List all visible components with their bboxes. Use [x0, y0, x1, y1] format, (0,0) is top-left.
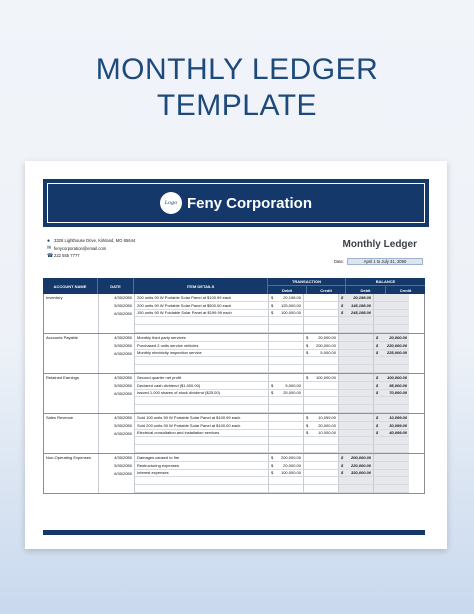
- date-cell[interactable]: [99, 437, 135, 445]
- amount: 70,000.00: [389, 390, 407, 396]
- mail-icon: ✉: [47, 245, 52, 252]
- amount: 220,000.00: [386, 342, 407, 348]
- table-row: [44, 350, 424, 358]
- company-name: Feny Corporation: [186, 194, 312, 212]
- bal-debit-cell[interactable]: [339, 462, 374, 470]
- tx-credit-cell[interactable]: [304, 342, 339, 350]
- tx-debit-cell[interactable]: [269, 350, 304, 358]
- tx-credit-cell[interactable]: [304, 350, 339, 358]
- currency-symbol: $: [341, 310, 344, 316]
- table-body: [43, 294, 425, 494]
- bal-debit-cell[interactable]: [339, 325, 374, 333]
- table-row: [44, 445, 424, 453]
- date-cell[interactable]: 5/30/2050: [99, 342, 135, 350]
- date-cell[interactable]: 5/30/2050: [99, 462, 135, 470]
- account-cell[interactable]: [44, 382, 99, 390]
- header-tx-debit: Debit: [268, 286, 307, 294]
- amount: 125,000.00: [280, 302, 301, 308]
- currency-symbol: $: [341, 294, 344, 300]
- table-row: [44, 317, 424, 325]
- amount: 245,198.00: [350, 310, 371, 316]
- bal-credit-cell[interactable]: [374, 397, 409, 405]
- item-cell[interactable]: Restructuring expenses: [135, 462, 269, 470]
- item-cell[interactable]: Second quarter net profit: [135, 374, 269, 382]
- bal-debit-cell[interactable]: [339, 470, 374, 478]
- date-cell[interactable]: [99, 477, 135, 485]
- tx-debit-cell[interactable]: [269, 302, 304, 310]
- currency-symbol: $: [306, 422, 309, 428]
- date-cell[interactable]: 4/30/2050: [99, 334, 135, 342]
- bal-credit-cell[interactable]: [374, 414, 409, 422]
- bal-debit-cell[interactable]: [339, 357, 374, 365]
- item-cell[interactable]: [135, 437, 269, 445]
- item-cell[interactable]: Issued 1,000 shares of stock dividend ($25.00): [135, 390, 269, 398]
- account-cell[interactable]: [44, 430, 99, 438]
- amount: 100,000.00: [280, 310, 301, 316]
- header-date: DATE: [98, 278, 134, 294]
- tx-debit-cell[interactable]: [269, 382, 304, 390]
- bal-credit-cell[interactable]: [374, 317, 409, 325]
- phone-text: 222 555 7777: [54, 253, 80, 259]
- header-bal-credit: Credit: [399, 287, 412, 293]
- bal-credit-cell[interactable]: [374, 382, 409, 390]
- bal-credit-cell[interactable]: [374, 357, 409, 365]
- tx-debit-cell[interactable]: [269, 325, 304, 333]
- amount: 95,000.00: [389, 382, 407, 388]
- bal-debit-cell[interactable]: [339, 454, 374, 462]
- item-cell[interactable]: Sold 200 units 90 W Portable Solar Panel at $100.00 each: [135, 422, 269, 430]
- bal-debit-cell[interactable]: [339, 302, 374, 310]
- currency-symbol: $: [341, 462, 344, 468]
- date-cell[interactable]: 4/30/2050: [99, 294, 135, 302]
- currency-symbol: $: [341, 302, 344, 308]
- currency-symbol: $: [271, 462, 274, 468]
- date-cell[interactable]: [99, 317, 135, 325]
- title-line-2: TEMPLATE: [156, 89, 318, 122]
- amount: 30,099.00: [389, 422, 407, 428]
- table-row: [44, 405, 424, 413]
- title-line-1: MONTHLY LEDGER: [95, 53, 379, 86]
- currency-symbol: $: [306, 342, 309, 348]
- bal-credit-cell[interactable]: [374, 477, 409, 485]
- account-cell[interactable]: [44, 405, 99, 413]
- currency-symbol: $: [376, 390, 379, 396]
- item-cell[interactable]: Monthly electricity inspection service: [135, 350, 269, 358]
- phone-icon: ☎: [47, 252, 54, 259]
- table-row: [44, 430, 424, 438]
- header-transaction: TRANSACTION Debit Credit: [268, 278, 346, 294]
- header-tx-credit: Credit: [320, 287, 332, 293]
- account-cell[interactable]: [44, 310, 99, 318]
- tx-credit-cell[interactable]: [304, 397, 339, 405]
- tx-debit-cell[interactable]: [269, 477, 304, 485]
- currency-symbol: $: [341, 470, 344, 476]
- item-cell[interactable]: [135, 397, 269, 405]
- date-row: [334, 258, 423, 265]
- amount: 20,000.00: [389, 334, 407, 340]
- tx-debit-cell[interactable]: [269, 397, 304, 405]
- bal-debit-cell[interactable]: [339, 382, 374, 390]
- table-row: [44, 414, 424, 422]
- bal-debit-cell[interactable]: [339, 414, 374, 422]
- item-cell[interactable]: Declared cash dividend ($1,000.00): [135, 382, 269, 390]
- account-cell[interactable]: [44, 317, 99, 325]
- tx-debit-cell[interactable]: [269, 470, 304, 478]
- amount: 5,000.00: [320, 350, 336, 356]
- contact-info: [47, 237, 135, 260]
- email-text: fenycorporation@email.com: [54, 245, 107, 251]
- bal-credit-cell[interactable]: [374, 437, 409, 445]
- tx-debit-cell[interactable]: [269, 294, 304, 302]
- header-item: ITEM DETAILS: [134, 278, 268, 294]
- bal-credit-cell[interactable]: [374, 454, 409, 462]
- bal-credit-cell[interactable]: [374, 310, 409, 318]
- tx-credit-cell[interactable]: [304, 445, 339, 453]
- bal-credit-cell[interactable]: [374, 302, 409, 310]
- item-cell[interactable]: 200 units 90 W Portable Solar Panel at $100.99 each: [135, 294, 269, 302]
- currency-symbol: $: [376, 374, 379, 380]
- item-cell[interactable]: Sold 100 units 90 W Portable Solar Panel at $100.99 each: [135, 414, 269, 422]
- ledger-sheet: [25, 161, 447, 549]
- currency-symbol: $: [271, 390, 274, 396]
- tx-credit-cell[interactable]: [304, 357, 339, 365]
- account-cell[interactable]: [44, 325, 99, 333]
- table-row: [44, 334, 424, 342]
- bal-debit-cell[interactable]: [339, 317, 374, 325]
- currency-symbol: $: [306, 414, 309, 420]
- table-row: [44, 325, 424, 333]
- item-cell[interactable]: Electrical consultation and installation services: [135, 430, 269, 438]
- item-cell[interactable]: [135, 445, 269, 453]
- tx-credit-cell[interactable]: [304, 374, 339, 382]
- amount: 25,000.00: [283, 390, 301, 396]
- item-cell[interactable]: Monthly third party services: [135, 334, 269, 342]
- amount: 100,000.00: [280, 470, 301, 476]
- amount: 40,099.00: [389, 430, 407, 436]
- bal-debit-cell[interactable]: [339, 477, 374, 485]
- account-group: [43, 454, 425, 494]
- date-cell[interactable]: 6/30/2050: [99, 390, 135, 398]
- bal-credit-cell[interactable]: [374, 374, 409, 382]
- account-cell[interactable]: [44, 485, 99, 493]
- date-field[interactable]: April 1 to July 31, 2050: [347, 258, 423, 265]
- currency-symbol: $: [376, 422, 379, 428]
- account-cell[interactable]: [44, 357, 99, 365]
- amount: 320,000.00: [350, 470, 371, 476]
- tx-debit-cell[interactable]: [269, 485, 304, 493]
- account-cell[interactable]: [44, 302, 99, 310]
- account-cell[interactable]: [44, 470, 99, 478]
- ledger-table: [43, 278, 425, 494]
- item-cell[interactable]: [135, 365, 269, 373]
- currency-symbol: $: [271, 382, 274, 388]
- date-cell[interactable]: [99, 397, 135, 405]
- amount: 100,000.00: [386, 374, 407, 380]
- header-balance: BALANCE Debit Credit: [346, 278, 425, 294]
- amount: 10,099.00: [389, 414, 407, 420]
- logo-icon: Logo: [160, 192, 182, 214]
- currency-symbol: $: [271, 310, 274, 316]
- amount: 225,000.00: [386, 350, 407, 356]
- currency-symbol: $: [341, 454, 344, 460]
- currency-symbol: $: [306, 374, 309, 380]
- tx-credit-cell[interactable]: [304, 302, 339, 310]
- tx-credit-cell[interactable]: [304, 310, 339, 318]
- date-cell[interactable]: [99, 405, 135, 413]
- currency-symbol: $: [271, 302, 274, 308]
- item-cell[interactable]: [135, 405, 269, 413]
- bal-credit-cell[interactable]: [374, 422, 409, 430]
- tx-debit-cell[interactable]: [269, 390, 304, 398]
- tx-debit-cell[interactable]: [269, 374, 304, 382]
- amount: 200,000.00: [350, 454, 371, 460]
- tx-debit-cell[interactable]: [269, 445, 304, 453]
- account-group: [43, 414, 425, 454]
- account-cell[interactable]: [44, 445, 99, 453]
- currency-symbol: $: [271, 470, 274, 476]
- table-row: [44, 342, 424, 350]
- bal-credit-cell[interactable]: [374, 430, 409, 438]
- tx-credit-cell[interactable]: [304, 470, 339, 478]
- tx-credit-cell[interactable]: [304, 382, 339, 390]
- table-row: [44, 382, 424, 390]
- account-cell[interactable]: Non-Operating Expenses: [44, 454, 99, 462]
- table-row: [44, 310, 424, 318]
- account-group: [43, 334, 425, 374]
- bal-credit-cell[interactable]: [374, 470, 409, 478]
- date-cell[interactable]: [99, 485, 135, 493]
- currency-symbol: $: [271, 294, 274, 300]
- table-row: [44, 462, 424, 470]
- tx-credit-cell[interactable]: [304, 430, 339, 438]
- date-cell[interactable]: 6/30/2050: [99, 470, 135, 478]
- bal-credit-cell[interactable]: [374, 294, 409, 302]
- account-group: [43, 374, 425, 414]
- table-row: [44, 294, 424, 302]
- date-cell[interactable]: 6/30/2050: [99, 430, 135, 438]
- tx-credit-cell[interactable]: [304, 485, 339, 493]
- bal-debit-cell[interactable]: [339, 365, 374, 373]
- currency-symbol: $: [376, 350, 379, 356]
- bal-credit-cell[interactable]: [374, 342, 409, 350]
- currency-symbol: $: [376, 334, 379, 340]
- account-cell[interactable]: [44, 437, 99, 445]
- bal-debit-cell[interactable]: [339, 374, 374, 382]
- bal-debit-cell[interactable]: [339, 334, 374, 342]
- bal-credit-cell[interactable]: [374, 334, 409, 342]
- bal-debit-cell[interactable]: [339, 342, 374, 350]
- tx-debit-cell[interactable]: [269, 317, 304, 325]
- amount: 5,000.00: [285, 382, 301, 388]
- header-account: ACCOUNT NAME: [43, 278, 98, 294]
- tx-credit-cell[interactable]: [304, 454, 339, 462]
- bal-debit-cell[interactable]: [339, 422, 374, 430]
- currency-symbol: $: [376, 430, 379, 436]
- account-cell[interactable]: [44, 477, 99, 485]
- account-cell[interactable]: [44, 342, 99, 350]
- table-row: [44, 357, 424, 365]
- tx-credit-cell[interactable]: [304, 294, 339, 302]
- date-label: Date:: [333, 259, 344, 264]
- amount: 20,198.00: [283, 294, 301, 300]
- date-cell[interactable]: 4/30/2050: [99, 414, 135, 422]
- account-group: [43, 294, 425, 334]
- account-cell[interactable]: Retained Earnings: [44, 374, 99, 382]
- tx-credit-cell[interactable]: [304, 365, 339, 373]
- tx-debit-cell[interactable]: [269, 342, 304, 350]
- tx-debit-cell[interactable]: [269, 334, 304, 342]
- date-cell[interactable]: 4/30/2050: [99, 454, 135, 462]
- account-cell[interactable]: Inventory: [44, 294, 99, 302]
- bal-debit-cell[interactable]: [339, 390, 374, 398]
- tx-credit-cell[interactable]: [304, 325, 339, 333]
- bal-debit-cell[interactable]: [339, 445, 374, 453]
- bal-credit-cell[interactable]: [374, 365, 409, 373]
- table-row: [44, 365, 424, 373]
- date-cell[interactable]: 4/30/2050: [99, 374, 135, 382]
- tx-debit-cell[interactable]: [269, 422, 304, 430]
- table-row: [44, 302, 424, 310]
- bal-debit-cell[interactable]: [339, 294, 374, 302]
- amount: 200,000.00: [280, 454, 301, 460]
- bal-debit-cell[interactable]: [339, 350, 374, 358]
- amount: 200,000.00: [315, 342, 336, 348]
- company-banner: [43, 179, 429, 227]
- amount: 20,198.00: [353, 294, 371, 300]
- page-title: [0, 52, 474, 124]
- bal-credit-cell[interactable]: [374, 462, 409, 470]
- tx-debit-cell[interactable]: [269, 365, 304, 373]
- tx-debit-cell[interactable]: [269, 414, 304, 422]
- currency-symbol: $: [271, 454, 274, 460]
- currency-symbol: $: [306, 350, 309, 356]
- account-cell[interactable]: [44, 397, 99, 405]
- bal-credit-cell[interactable]: [374, 485, 409, 493]
- bal-debit-cell[interactable]: [339, 430, 374, 438]
- table-header: [43, 278, 425, 294]
- amount: 10,000.00: [318, 430, 336, 436]
- tx-debit-cell[interactable]: [269, 437, 304, 445]
- tx-credit-cell[interactable]: [304, 437, 339, 445]
- tx-debit-cell[interactable]: [269, 454, 304, 462]
- amount: 100,000.00: [315, 374, 336, 380]
- table-row: [44, 485, 424, 493]
- item-cell[interactable]: Interest expenses: [135, 470, 269, 478]
- account-cell[interactable]: [44, 422, 99, 430]
- tx-debit-cell[interactable]: [269, 430, 304, 438]
- amount: 220,000.00: [350, 462, 371, 468]
- account-cell[interactable]: [44, 390, 99, 398]
- item-cell[interactable]: 200 units 90 W Portable Solar Panel at $500.00 each: [135, 302, 269, 310]
- account-cell[interactable]: [44, 350, 99, 358]
- bal-credit-cell[interactable]: [374, 445, 409, 453]
- bal-credit-cell[interactable]: [374, 405, 409, 413]
- table-row: [44, 390, 424, 398]
- bal-credit-cell[interactable]: [374, 325, 409, 333]
- item-cell[interactable]: Damages caused to fire: [135, 454, 269, 462]
- table-row: [44, 477, 424, 485]
- amount: 20,000.00: [318, 422, 336, 428]
- account-cell[interactable]: Sales Revenue: [44, 414, 99, 422]
- item-cell[interactable]: [135, 317, 269, 325]
- tx-credit-cell[interactable]: [304, 390, 339, 398]
- tx-credit-cell[interactable]: [304, 334, 339, 342]
- currency-symbol: $: [376, 414, 379, 420]
- date-cell[interactable]: [99, 325, 135, 333]
- bal-credit-cell[interactable]: [374, 390, 409, 398]
- table-row: [44, 470, 424, 478]
- table-row: [44, 422, 424, 430]
- item-cell[interactable]: [135, 325, 269, 333]
- bal-debit-cell[interactable]: [339, 405, 374, 413]
- currency-symbol: $: [306, 334, 309, 340]
- amount: 10,099.00: [318, 414, 336, 420]
- account-cell[interactable]: [44, 462, 99, 470]
- tx-debit-cell[interactable]: [269, 405, 304, 413]
- table-row: [44, 374, 424, 382]
- tx-debit-cell[interactable]: [269, 462, 304, 470]
- table-row: [44, 437, 424, 445]
- currency-symbol: $: [376, 342, 379, 348]
- date-cell[interactable]: 5/30/2050: [99, 382, 135, 390]
- date-cell[interactable]: [99, 365, 135, 373]
- bal-debit-cell[interactable]: [339, 485, 374, 493]
- account-cell[interactable]: [44, 365, 99, 373]
- location-icon: ●: [47, 237, 51, 244]
- currency-symbol: $: [306, 430, 309, 436]
- item-cell[interactable]: [135, 477, 269, 485]
- date-cell[interactable]: [99, 445, 135, 453]
- tx-credit-cell[interactable]: [304, 405, 339, 413]
- date-cell[interactable]: 6/30/2050: [99, 310, 135, 318]
- date-cell[interactable]: 5/30/2050: [99, 302, 135, 310]
- item-cell[interactable]: 150 units 90 W Foldable Solar Panel at $199.99 each: [135, 310, 269, 318]
- bal-debit-cell[interactable]: [339, 437, 374, 445]
- date-cell[interactable]: [99, 357, 135, 365]
- currency-symbol: $: [376, 382, 379, 388]
- header-bal-debit: Debit: [346, 286, 386, 294]
- tx-credit-cell[interactable]: [304, 317, 339, 325]
- amount: 20,000.00: [283, 462, 301, 468]
- amount: 145,198.00: [350, 302, 371, 308]
- tx-debit-cell[interactable]: [269, 310, 304, 318]
- footer-bar: [43, 530, 425, 535]
- bal-credit-cell[interactable]: [374, 350, 409, 358]
- bal-debit-cell[interactable]: [339, 397, 374, 405]
- tx-credit-cell[interactable]: [304, 422, 339, 430]
- date-cell[interactable]: 5/30/2050: [99, 422, 135, 430]
- bal-debit-cell[interactable]: [339, 310, 374, 318]
- tx-credit-cell[interactable]: [304, 462, 339, 470]
- address-text: 3326 Lighthouse Drive, Kirkland, MO 65644: [54, 238, 136, 244]
- item-cell[interactable]: [135, 357, 269, 365]
- date-cell[interactable]: 6/30/2050: [99, 350, 135, 358]
- table-row: [44, 397, 424, 405]
- tx-credit-cell[interactable]: [304, 414, 339, 422]
- table-row: [44, 454, 424, 462]
- item-cell[interactable]: [135, 485, 269, 493]
- amount: 20,000.00: [318, 334, 336, 340]
- tx-credit-cell[interactable]: [304, 477, 339, 485]
- item-cell[interactable]: Purchased 2 units service vehicles: [135, 342, 269, 350]
- ledger-title: Monthly Ledger: [342, 239, 417, 250]
- tx-debit-cell[interactable]: [269, 357, 304, 365]
- account-cell[interactable]: Accounts Payable: [44, 334, 99, 342]
